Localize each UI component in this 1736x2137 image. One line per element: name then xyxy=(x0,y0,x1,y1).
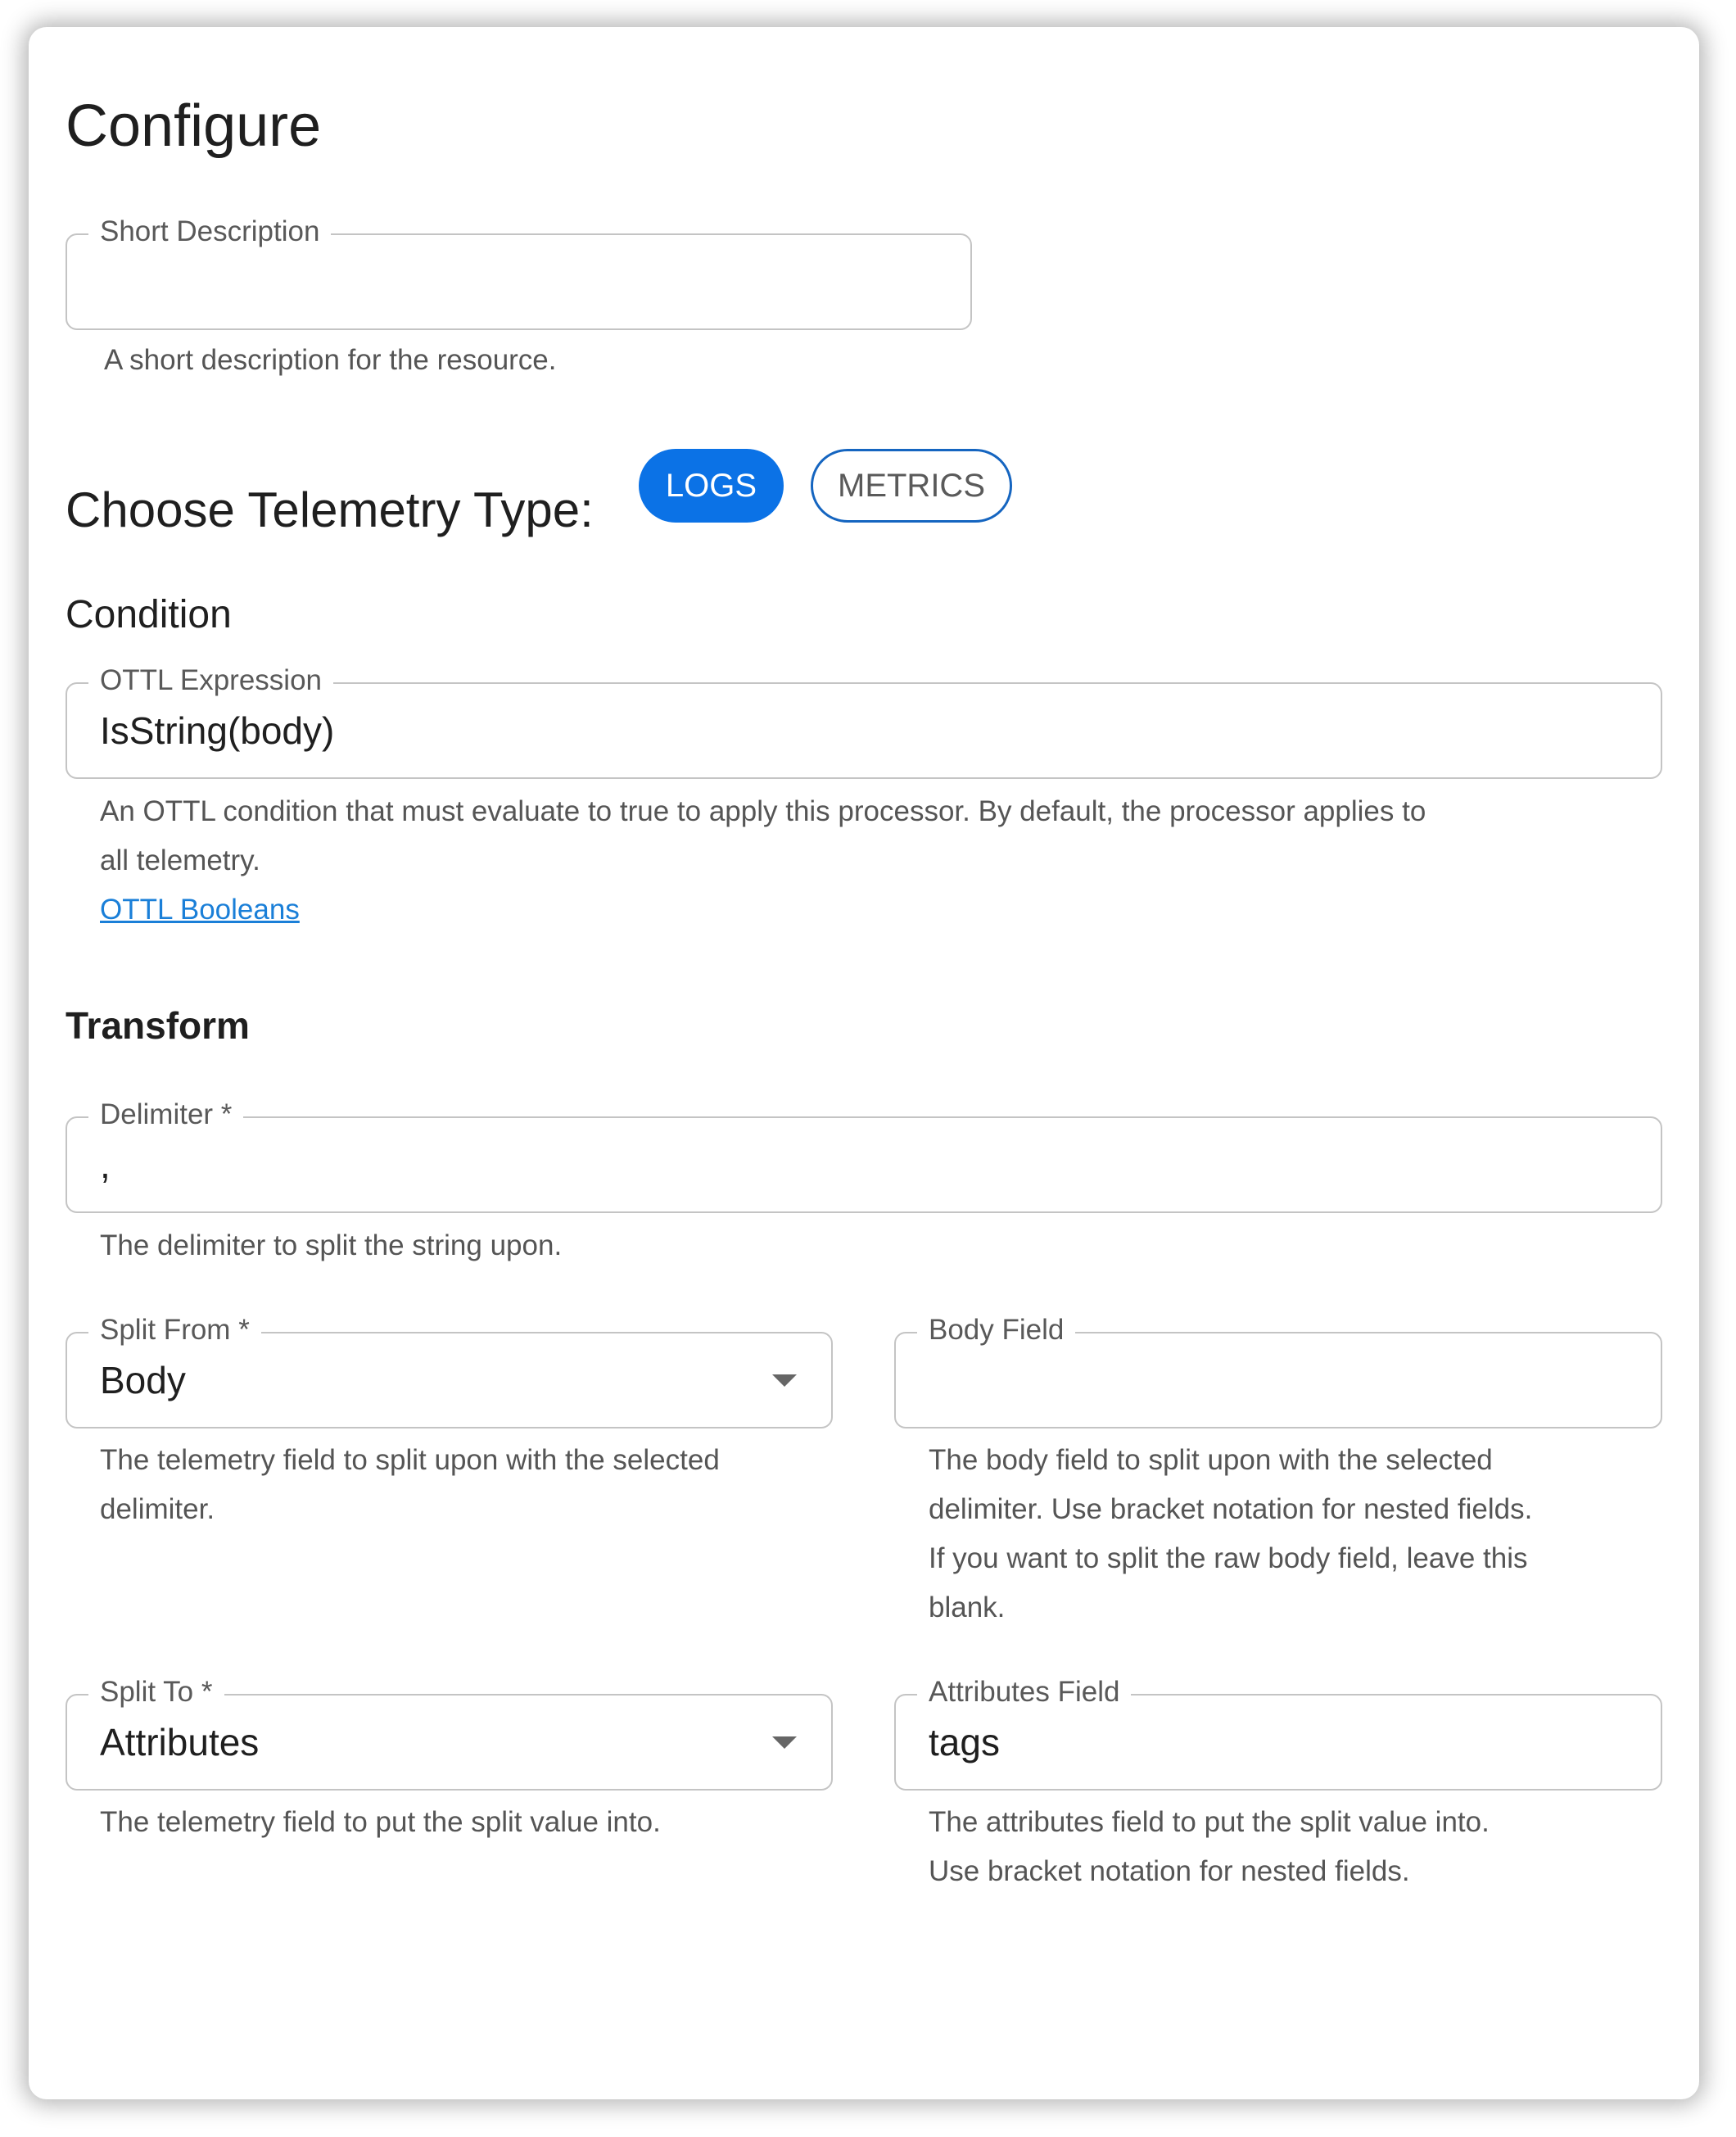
configure-card xyxy=(29,27,1699,2099)
split-from-helper xyxy=(100,1436,720,1534)
body-field-label: Body Field xyxy=(917,1311,1075,1349)
chevron-down-icon xyxy=(772,1736,797,1749)
delimiter-helper: The delimiter to split the string upon. xyxy=(100,1229,563,1261)
attributes-field-helper xyxy=(929,1798,1490,1896)
body-field[interactable] xyxy=(894,1314,1662,1428)
split-from-helper-line-2: delimiter. xyxy=(100,1493,215,1525)
split-from-helper-line-1: The telemetry field to split upon with the selected xyxy=(100,1444,720,1476)
short-description-helper: A short description for the resource. xyxy=(104,344,557,376)
short-description-label: Short Description xyxy=(88,213,331,251)
transform-heading: Transform xyxy=(66,1004,250,1047)
ottl-helper-line-2: all telemetry. xyxy=(100,844,260,876)
ottl-booleans-link[interactable]: OTTL Booleans xyxy=(100,894,300,926)
logs-chip[interactable]: LOGS xyxy=(639,449,784,523)
delimiter-value: , xyxy=(100,1143,111,1186)
split-to-label: Split To * xyxy=(88,1673,224,1711)
delimiter-label: Delimiter * xyxy=(88,1096,243,1134)
page-title: Configure xyxy=(66,93,322,159)
attributes-field-value: tags xyxy=(929,1721,1000,1763)
ottl-expression-field[interactable] xyxy=(66,664,1662,779)
attributes-helper-line-2: Use bracket notation for nested fields. xyxy=(929,1855,1410,1887)
attributes-field-label: Attributes Field xyxy=(917,1673,1131,1711)
split-to-select[interactable] xyxy=(66,1676,833,1791)
short-description-input[interactable] xyxy=(67,235,970,328)
chevron-down-icon xyxy=(772,1374,797,1387)
condition-heading: Condition xyxy=(66,593,232,636)
split-to-value: Attributes xyxy=(100,1721,260,1763)
body-field-helper-line-2: delimiter. Use bracket notation for nested fields. xyxy=(929,1493,1533,1525)
split-from-value: Body xyxy=(100,1359,186,1401)
metrics-chip[interactable]: METRICS xyxy=(811,449,1012,523)
ottl-expression-label: OTTL Expression xyxy=(88,662,333,700)
short-description-field[interactable] xyxy=(66,215,972,330)
body-field-helper-line-1: The body field to split upon with the selected xyxy=(929,1444,1493,1476)
delimiter-field[interactable] xyxy=(66,1098,1662,1213)
ottl-helper-line-1: An OTTL condition that must evaluate to true to apply this processor. By default, the processor applies to xyxy=(100,795,1426,827)
split-to-helper: The telemetry field to put the split value into. xyxy=(100,1806,661,1838)
ottl-expression-value: IsString(body) xyxy=(100,709,335,752)
split-from-select[interactable] xyxy=(66,1314,833,1428)
body-field-helper-line-4: blank. xyxy=(929,1591,1006,1623)
attributes-field[interactable] xyxy=(894,1676,1662,1791)
attributes-helper-line-1: The attributes field to put the split value into. xyxy=(929,1806,1490,1838)
split-from-label: Split From * xyxy=(88,1311,261,1349)
body-field-helper-line-3: If you want to split the raw body field, leave this xyxy=(929,1542,1528,1574)
body-field-helper xyxy=(929,1436,1532,1632)
body-field-input[interactable] xyxy=(896,1333,1661,1427)
telemetry-type-heading: Choose Telemetry Type: xyxy=(66,482,594,537)
ottl-expression-helper xyxy=(100,787,1426,885)
